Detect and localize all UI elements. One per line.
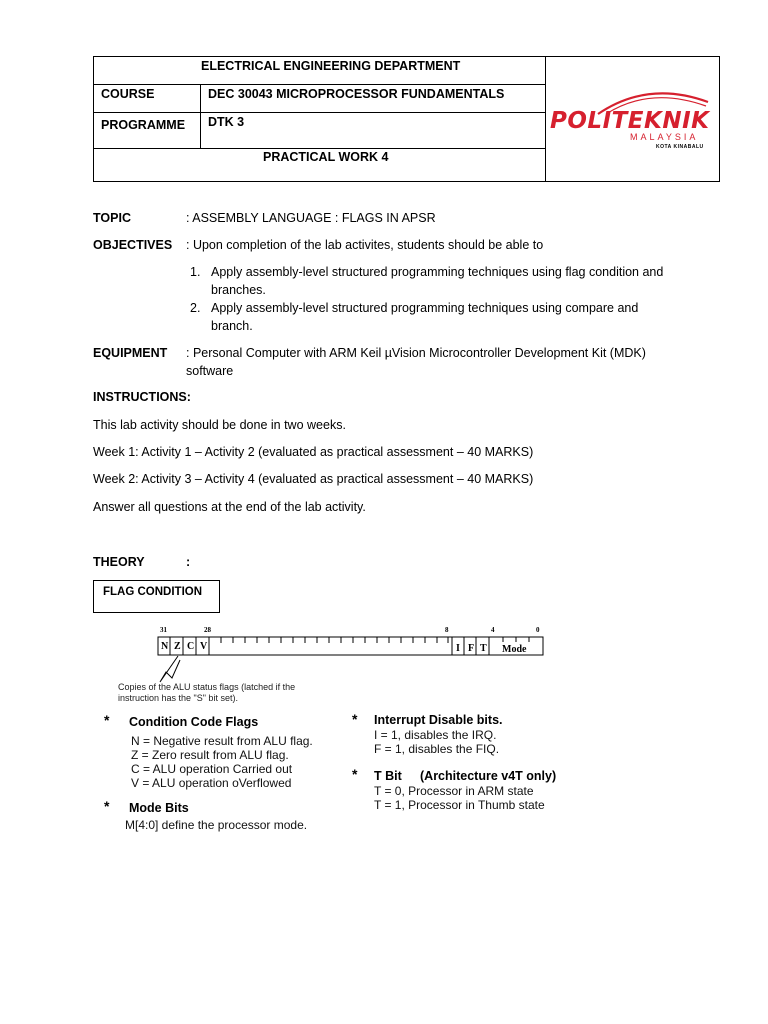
bit-label: 4 (491, 626, 495, 634)
register-cell: C (187, 641, 195, 652)
equipment-line: : Personal Computer with ARM Keil µVision Microcontroller Development Kit (MDK) (186, 346, 646, 360)
t-bit-note: (Architecture v4T only) (420, 769, 557, 783)
register-cell: Z (174, 641, 181, 652)
department-title: ELECTRICAL ENGINEERING DEPARTMENT (201, 59, 461, 73)
objective-number: 1. (190, 265, 201, 279)
objective-line: branch. (211, 319, 253, 333)
condition-code-line: C = ALU operation Carried out (131, 762, 293, 776)
practical-title: PRACTICAL WORK 4 (263, 150, 389, 164)
table-divider (94, 84, 545, 85)
logo-name: POLITEKNIK (550, 108, 710, 134)
bit-label: 31 (160, 626, 167, 634)
register-note: instruction has the "S" bit set). (118, 693, 238, 703)
bullet: * (104, 712, 110, 728)
t-bit-line: T = 1, Processor in Thumb state (374, 798, 545, 812)
objective-line: Apply assembly-level structured programming techniques using flag condition and (211, 265, 664, 279)
flag-condition-box (93, 580, 220, 613)
objectives-intro: : Upon completion of the lab activites, students should be able to (186, 238, 544, 252)
instruction-line: Week 2: Activity 3 – Activity 4 (evaluated as practical assessment – 40 MARKS) (93, 472, 534, 486)
bit-label: 0 (536, 626, 540, 634)
programme-value: DTK 3 (208, 115, 245, 129)
table-divider (545, 57, 546, 181)
bullet: * (352, 766, 358, 782)
bit-label: 8 (445, 626, 449, 634)
table-divider (94, 112, 545, 113)
register-cell: Mode (502, 644, 527, 655)
bullet: * (104, 798, 110, 814)
theory-colon: : (186, 555, 191, 569)
objective-line: Apply assembly-level structured programming techniques using compare and (211, 301, 639, 315)
instruction-line: This lab activity should be done in two weeks. (93, 418, 346, 432)
mode-bits-line: M[4:0] define the processor mode. (125, 818, 308, 832)
mode-bits-heading: Mode Bits (129, 801, 189, 815)
interrupt-bits-heading: Interrupt Disable bits. (374, 713, 503, 727)
programme-label: PROGRAMME (101, 118, 186, 132)
objective-number: 2. (190, 301, 201, 315)
politeknik-logo (548, 84, 720, 154)
flag-condition-title: FLAG CONDITION (103, 586, 203, 598)
t-bit-heading: T Bit (374, 769, 402, 783)
objectives-label: OBJECTIVES (93, 238, 173, 252)
topic-label: TOPIC (93, 211, 131, 225)
table-divider (94, 148, 545, 149)
interrupt-bits-line: F = 1, disables the FIQ. (374, 742, 500, 756)
register-cell: N (161, 641, 169, 652)
register-cell: T (480, 643, 487, 654)
register-cell: I (456, 643, 460, 654)
register-cell: V (200, 641, 208, 652)
course-value: DEC 30043 MICROPROCESSOR FUNDAMENTALS (208, 87, 505, 101)
register-note: Copies of the ALU status flags (latched if the (118, 682, 296, 692)
instruction-line: Answer all questions at the end of the lab activity. (93, 500, 366, 514)
condition-code-heading: Condition Code Flags (129, 715, 259, 729)
objective-line: branches. (211, 283, 266, 297)
equipment-line: software (186, 364, 234, 378)
interrupt-bits-line: I = 1, disables the IRQ. (374, 728, 497, 742)
theory-label: THEORY (93, 555, 145, 569)
bullet: * (352, 711, 358, 727)
logo-campus: KOTA KINABALU (656, 144, 704, 150)
logo-country: MALAYSIA (630, 132, 699, 142)
condition-code-line: N = Negative result from ALU flag. (131, 734, 313, 748)
t-bit-line: T = 0, Processor in ARM state (374, 784, 534, 798)
equipment-label: EQUIPMENT (93, 346, 168, 360)
instruction-line: Week 1: Activity 1 – Activity 2 (evaluated as practical assessment – 40 MARKS) (93, 445, 534, 459)
condition-code-line: V = ALU operation oVerflowed (131, 776, 292, 790)
table-divider (200, 84, 201, 148)
course-label: COURSE (101, 87, 155, 101)
condition-code-line: Z = Zero result from ALU flag. (131, 748, 289, 762)
psr-register-diagram (150, 630, 550, 690)
register-cell: F (468, 643, 475, 654)
topic-value: : ASSEMBLY LANGUAGE : FLAGS IN APSR (186, 211, 436, 225)
instructions-label: INSTRUCTIONS: (93, 390, 191, 404)
bit-label: 28 (204, 626, 211, 634)
